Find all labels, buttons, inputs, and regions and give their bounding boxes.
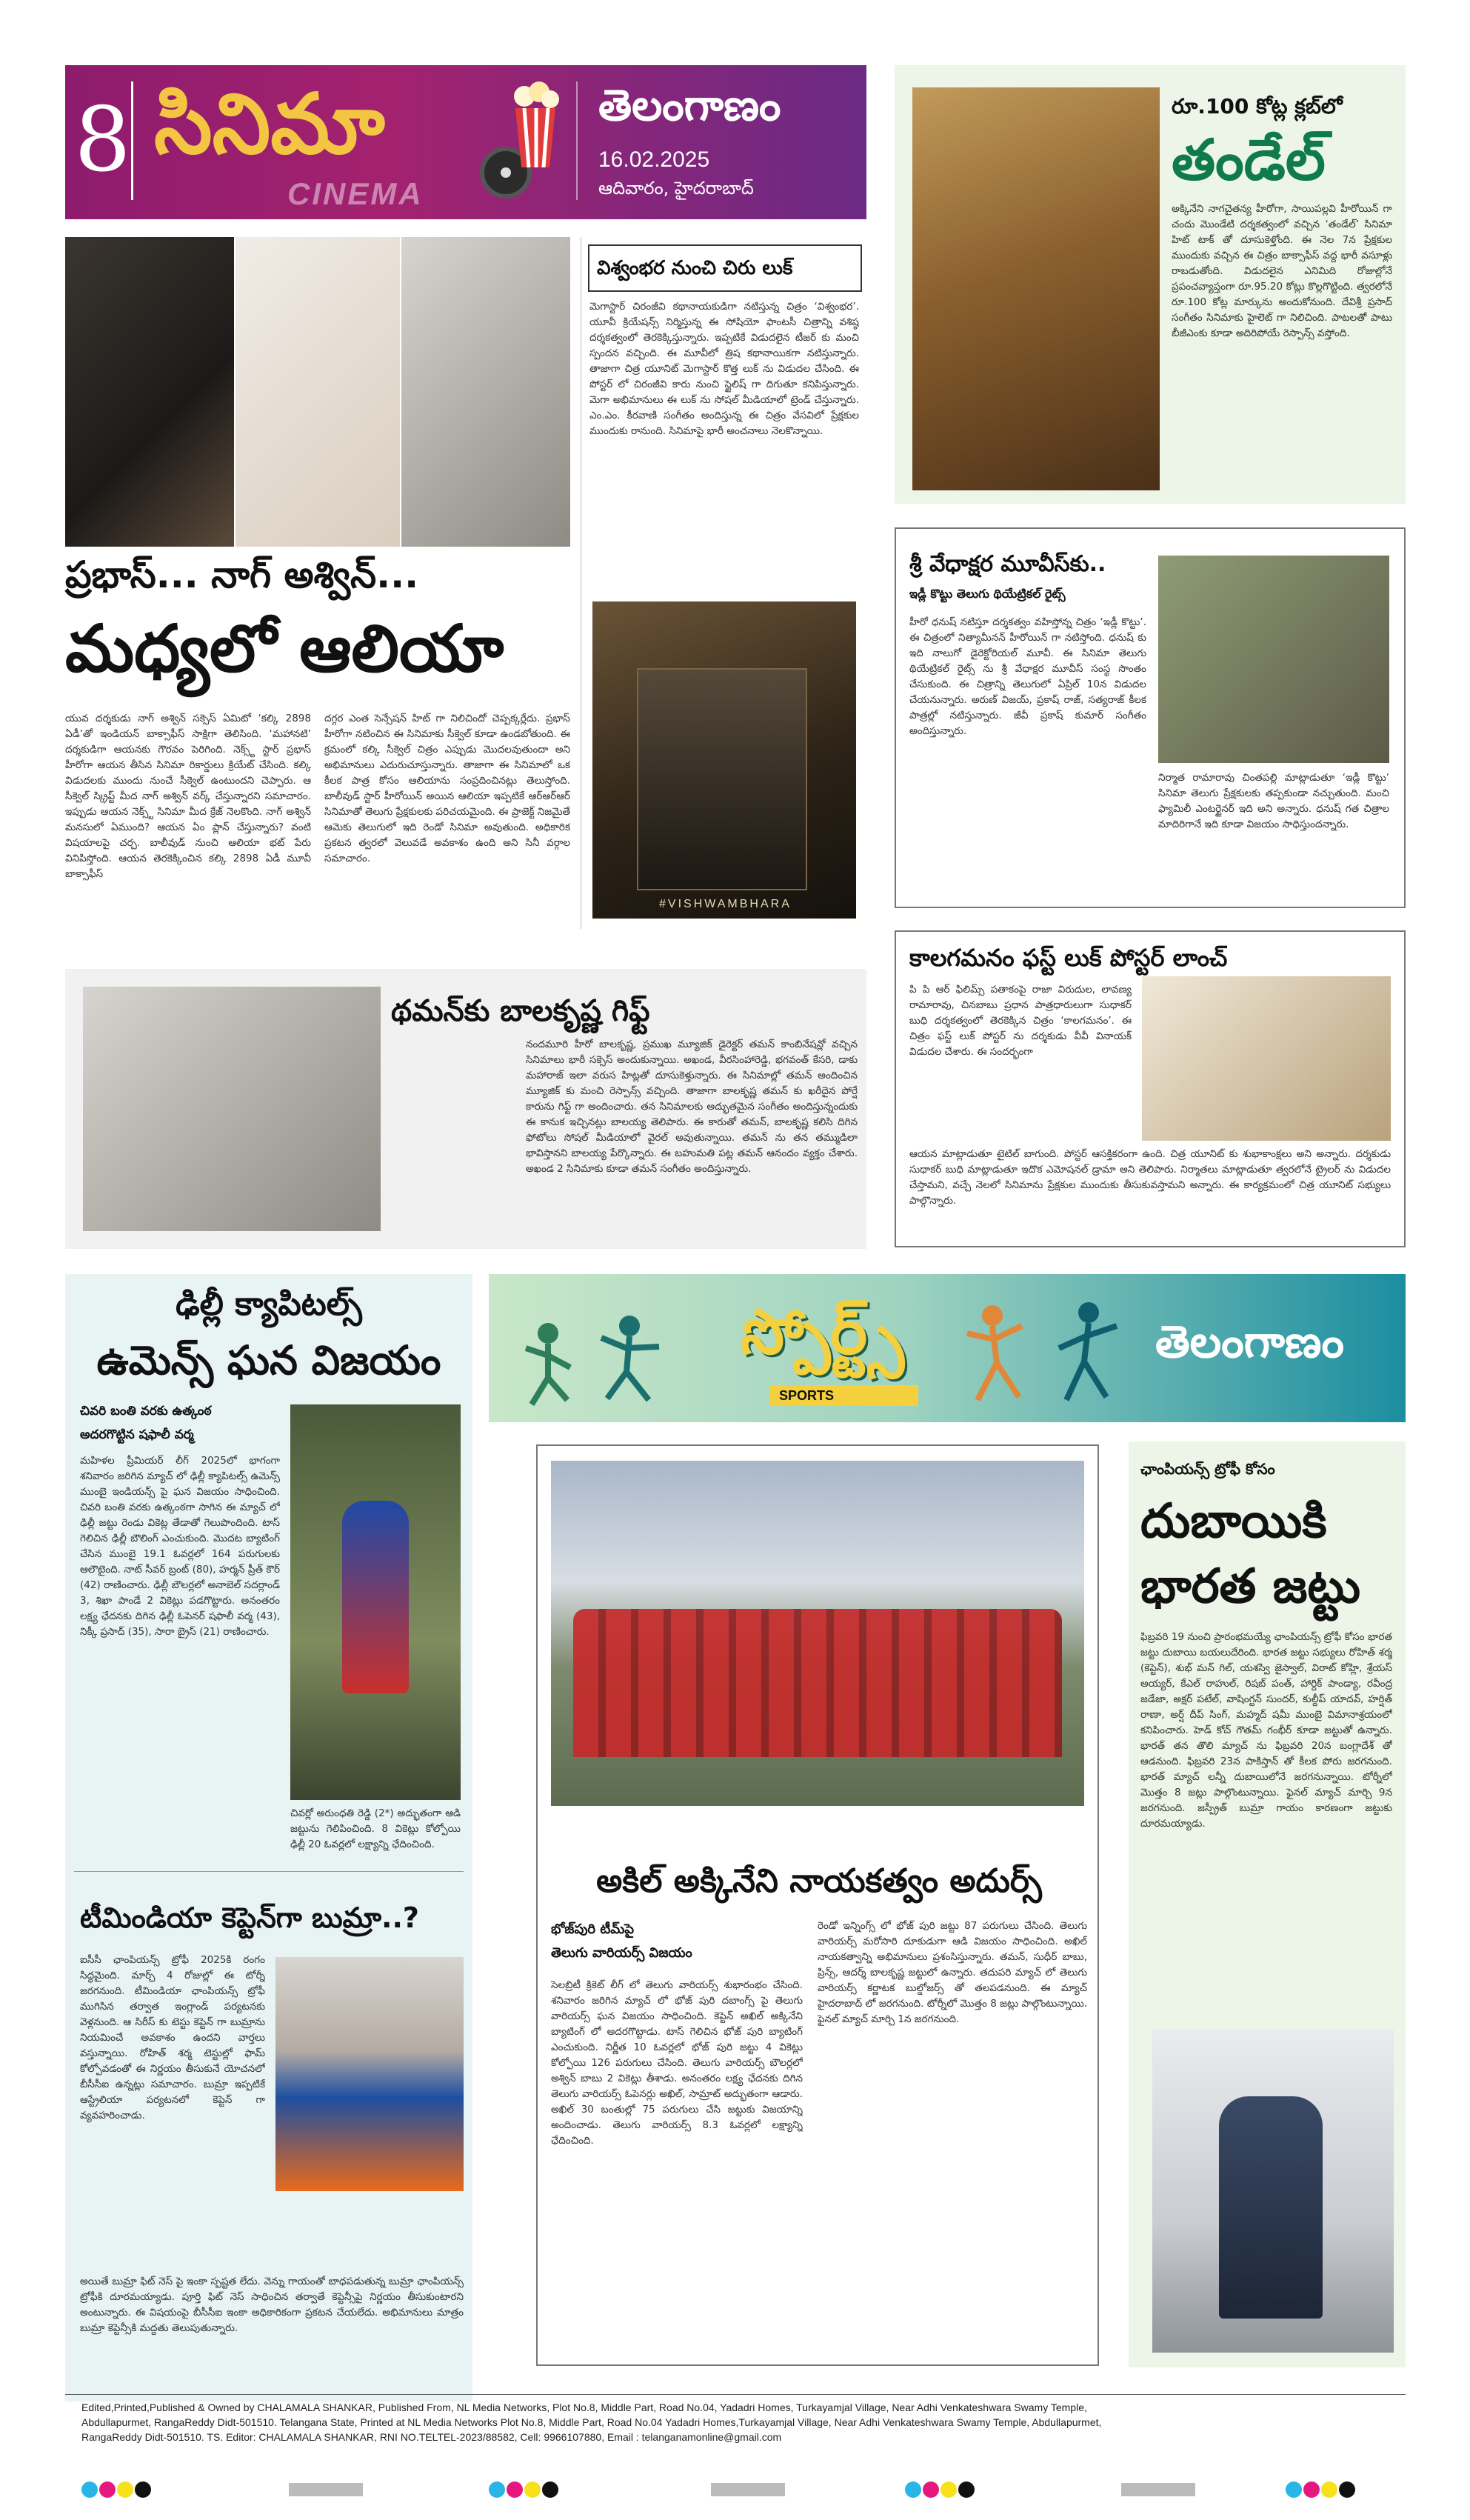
- dubai-headline-2: భారత జట్టు: [1140, 1559, 1360, 1614]
- page-number: 8: [74, 81, 133, 200]
- thandel-photo: [912, 87, 1160, 490]
- sports-title: స్పోర్ట్స్: [741, 1296, 905, 1368]
- sports-icons: [518, 1304, 681, 1407]
- issue-day-city: ఆదివారం, హైదరాబాద్: [598, 178, 754, 199]
- nag-ashwin-photo: [401, 237, 570, 547]
- footer-line-1: Edited,Printed,Published & Owned by CHALAMALA SHANKAR, Published From, NL Media Networks, Plot No.8, Middle Part, Road No.04, Yadadri Homes, Turkayamjal Village, Near Adhi Venkateshwara Swamy Temple,: [81, 2401, 1087, 2413]
- dc-body-col1: మహిళల ప్రీమియర్ లీగ్ 2025లో భాగంగా శనివారం జరిగిన మ్యాచ్ లో ఢిల్లీ క్యాపిటల్స్ ఉమెన్స్ ముంబై ఇండియన్స్ పై ఘన విజయం సాధించింది. చివరి బంతి వరకు ఉత్కంఠగా సాగిన ఈ మ్యాచ్ లో ఢిల్లీ జట్టు రెండు వికెట్ల తేడాతో గెలుపొందింది. టాస్ గెలిచిన ఢిల్లీ బౌలింగ్ ఎంచుకుంది. మొదట బ్యాటింగ్ చేసిన ముంబై 19.1 ఓవర్లలో 164 పరుగులకు ఆలౌటైంది. నాట్ సీవర్ బ్రంట్ (80), హర్మన్ ప్రీత్ కౌర్ (42) రాణించారు. ఢిల్లీ బౌలర్లలో అనాబెల్ సదర్లాండ్ 3, శిఖా పాండే 2 వికెట్లు పడగొట్టారు. అనంతరం లక్ష్య ఛేదనకు దిగిన ఢిల్లీ ఓపెనర్ షఫాలీ వర్మ (43), నిక్కీ ప్రసాద్ (35), సారా బ్రైస్ (21) రాణించారు.: [80, 1455, 280, 1638]
- vedakshara-headline-1: శ్రీ వేధాక్షర మూవీస్‌కు..: [909, 551, 1106, 577]
- popcorn-icon: [510, 80, 561, 169]
- chiru-headline: విశ్వంభర నుంచి చిరు లుక్: [588, 244, 862, 292]
- sports-sub: SPORTS: [770, 1385, 918, 1406]
- dc-body-col2: చివర్లో అరుంధతి రెడ్డి (2*) అద్భుతంగా ఆడి జట్టును గెలిపించింది. 8 వికెట్లు కోల్పోయి ఢిల్లీ 20 ఓవర్లలో లక్ష్యాన్ని ఛేదించింది.: [290, 1807, 461, 1850]
- dubai-kicker: ఛాంపియన్స్ ట్రోఫీ కోసం: [1140, 1460, 1275, 1478]
- bumrah-headline: టీమిండియా కెప్టెన్‌గా బుమ్రా..?: [80, 1901, 419, 1934]
- athletes-icon: [948, 1296, 1140, 1407]
- ccl-team-photo: [551, 1461, 1084, 1806]
- dc-sub-1: చివరి బంతి వరకు ఉత్కంఠ: [80, 1404, 212, 1419]
- thandel-headline-1: రూ.100 కోట్ల క్లబ్‌లో: [1172, 94, 1343, 119]
- dc-headline-2: ఉమెన్స్ ఘన విజయం: [96, 1337, 441, 1384]
- dubai-headline-1: దుబాయికి: [1140, 1494, 1327, 1549]
- prabhas-headline-2: మధ్యలో ఆలియా: [65, 610, 504, 687]
- prabhas-headline-1: ప్రభాస్... నాగ్ అశ్విన్...: [65, 553, 419, 596]
- chiru-poster: [592, 601, 856, 919]
- akhil-body-col2: రెండో ఇన్నింగ్స్ లో భోజ్ పురి జట్టు 87 పరుగులు చేసింది. తెలుగు వారియర్స్ మరోసారి దూకుడుగా ఆడి విజయం సాధించింది. అఖిల్ నాయకత్వాన్ని అభిమానులు ప్రశంసిస్తున్నారు. తమన్, సుధీర్ బాబు, ప్రిన్స్, ఆదర్శ్ బాలకృష్ణ జట్టులో ఉన్నారు. తదుపరి మ్యాచ్ లో తెలుగు వారియర్స్ కర్ణాటక బుల్డోజర్స్ తో తలపడనుంది. ఈ మ్యాచ్ హైదరాబాద్ లో జరగనుంది. టోర్నీలో మొత్తం 8 జట్లు పాల్గొంటున్నాయి. ఫైనల్ మ్యాచ్ మార్చి 1న జరగనుంది.: [818, 1920, 1087, 2025]
- dc-divider: [74, 1871, 464, 1872]
- thaman-body: నందమూరి హీరో బాలకృష్ణ, ప్రముఖ మ్యూజిక్ డైరెక్టర్ తమన్ కాంబినేషన్లో వచ్చిన సినిమాలు భారీ సక్సెస్ అందుకున్నాయి. అఖండ, వీరసింహారెడ్డి, భగవంత్ కేసరి, డాకు మహారాజ్ ఇలా వరుస హిట్లతో దూసుకెళ్తున్నారు. ఈ సినిమాల్లో తమన్ అందించిన మ్యూజిక్ కు మంచి రెస్పాన్స్ వచ్చింది. తాజాగా బాలకృష్ణ తమన్ కు ఖరీదైన పోర్షే కారును గిఫ్ట్ గా అందించారు. తన సినిమాలకు అద్భుతమైన సంగీతం అందిస్తున్నందుకు ఈ కానుక ఇచ్చినట్లు బాలయ్య తెలిపారు. ఈ కారుతో తమన్, బాలకృష్ణ కలిసి దిగిన ఫోటోలు సోషల్ మీడియాలో వైరల్ అవుతున్నాయి. తమన్ ను తన తమ్ముడిలా భావిస్తానని బాలయ్య పేర్కొన్నారు. ఈ బహుమతి పట్ల తమన్ ఆనందం వ్యక్తం చేశారు. అఖండ 2 సినిమాకు కూడా తమన్ సంగీతం అందిస్తున్నారు.: [526, 1039, 858, 1175]
- cinema-section-sub: CINEMA: [287, 176, 424, 211]
- cinema-header: [65, 65, 866, 219]
- poster-hashtag: #VISHWAMBHARA: [659, 898, 792, 910]
- dc-sub-2: అదరగొట్టిన షఫాలీ వర్మ: [80, 1427, 194, 1442]
- dc-headline-1: ఢిల్లీ క్యాపిటల్స్: [176, 1285, 362, 1323]
- bumrah-photo: [275, 1957, 464, 2191]
- prabhas-body-col1: యువ దర్శకుడు నాగ్ అశ్విన్ సక్సెస్ ఏమిటో ‘కల్కి 2898 ఏడీ’తో ఇండియన్ బాక్సాఫీస్ సాక్షిగా తెలిసింది. ‘మహానటి’ దర్శకుడిగా ఆయనకు గౌరవం పెరిగింది. నెక్స్ట్ స్టార్ ప్రభాస్ హీరోగా ఆయన తీసిన సినిమా రికార్డులు క్రియేట్ చేసింది. కల్కి విడుదలకు ముందు నుంచే సీక్వెల్ ఉంటుందని చెప్పారు. ఆ సీక్వెల్ స్క్రిప్ట్ మీద నాగ్ అశ్విన్ వర్క్ చేస్తున్నారని సమాచారం. ఇప్పుడు ఆయన నెక్స్ట్ సినిమా మీద క్రేజ్ నెలకొంది. నాగ్ అశ్విన్ మనసులో ఏముంది? ఆయన ఏం ప్లాన్ చేస్తున్నారు? వంటి విషయాలపై చర్చ. బాలీవుడ్ నుంచి ఆలియా భట్ పేరు వినిపిస్తోంది. ఆయన తెరకెక్కించిన కల్కి 2898 ఏడీ మూవీ బాక్సాఫీస్: [65, 713, 311, 880]
- shafali-photo: [290, 1404, 461, 1800]
- dubai-body: ఫిబ్రవరి 19 నుంచి ప్రారంభమయ్యే ఛాంపియన్స్ ట్రోఫీ కోసం భారత జట్టు దుబాయి బయలుదేరింది. భారత జట్టు సభ్యులు రోహిత్ శర్మ (కెప్టెన్), శుభ్ మన్ గిల్, యశస్వి జైస్వాల్, విరాట్ కోహ్లి, శ్రేయస్ అయ్యర్, కేఎల్ రాహుల్, రిషబ్ పంత్, హార్దిక్ పాండ్యా, రవీంద్ర జడేజా, అక్షర్ పటేల్, వాషింగ్టన్ సుందర్, కుల్దీప్ యాదవ్, హర్షిత్ రాణా, అర్ష్ దీప్ సింగ్, మహ్మద్ షమీ ముంబై విమానాశ్రయంలో కనిపించారు. హెడ్ కోచ్ గౌతమ్ గంభీర్ కూడా జట్టుతో ఉన్నారు. భారత్ తన తొలి మ్యాచ్ ను ఫిబ్రవరి 20న బంగ్లాదేశ్ తో ఆడనుంది. ఫిబ్రవరి 23న పాకిస్తాన్ తో కీలక పోరు జరగనుంది. భారత్ మ్యాచ్ లన్నీ దుబాయిలోనే జరగనున్నాయి. టోర్నీలో మొత్తం 8 జట్లు పాల్గొంటున్నాయి. ఫైనల్ మ్యాచ్ మార్చి 9న జరగనుంది. జస్ప్రీత్ బుమ్రా గాయం కారణంగా జట్టుకు దూరమయ్యాడు.: [1140, 1631, 1392, 1830]
- paper-name: తెలంగాణం: [598, 80, 781, 130]
- chiru-body: మెగాస్టార్ చిరంజీవి కథానాయకుడిగా నటిస్తున్న చిత్రం ‘విశ్వంభర’. యూవీ క్రియేషన్స్ నిర్మిస్తున్న ఈ సోషియో ఫాంటసీ చిత్రాన్ని వశిష్ఠ దర్శకత్వంలో తెరకెక్కిస్తున్నారు. ఇప్పటికే విడుదలైన టీజర్ కు మంచి స్పందన వచ్చింది. ఈ మూవీలో త్రిష కథానాయికగా నటిస్తున్నారు. తాజాగా చిత్ర యూనిట్ మెగాస్టార్ కొత్త లుక్ ను విడుదల చేసింది. ఈ పోస్టర్ లో చిరంజీవి కారు నుంచి స్టైలిష్ గా దిగుతూ కనిపిస్తున్నారు. మెగా అభిమానులు ఈ లుక్ ను సోషల్ మీడియాలో ట్రెండ్ చేస్తున్నారు. ఎం.ఎం. కీరవాణి సంగీతం అందిస్తున్న ఈ చిత్రం వేసవిలో ప్రేక్షకుల ముందుకు రానుంది. సినిమాపై భారీ అంచనాలు నెలకొన్నాయి.: [589, 301, 859, 437]
- akhil-headline: అకిల్ అక్కినేని నాయకత్వం అదుర్స్: [596, 1862, 1042, 1900]
- prabhas-photo: [65, 237, 234, 547]
- thandel-headline-2: తండేల్: [1172, 127, 1326, 193]
- color-registration-marks: [0, 2474, 1470, 2504]
- thaman-headline: థమన్‌కు బాలకృష్ణ గిఫ్ట్: [391, 994, 650, 1028]
- akhil-body-col1: సెలబ్రిటీ క్రికెట్ లీగ్ లో తెలుగు వారియర్స్ శుభారంభం చేసింది. శనివారం జరిగిన మ్యాచ్ లో భోజ్ పురి దబాంగ్స్ పై తెలుగు వారియర్స్ ఘన విజయం సాధించింది. కెప్టెన్ అఖిల్ అక్కినేని బ్యాటింగ్ లో అదరగొట్టాడు. టాస్ గెలిచిన భోజ్ పురి బ్యాటింగ్ ఎంచుకుంది. నిర్ణీత 10 ఓవర్లలో భోజ్ పురి జట్టు 4 వికెట్లు కోల్పోయి 126 పరుగులు చేసింది. తెలుగు వారియర్స్ బౌలర్లలో అశ్విన్ బాబు 2 వికెట్లు తీశాడు. అనంతరం లక్ష్య ఛేదనకు దిగిన తెలుగు వారియర్స్ ఓపెనర్లు అఖిల్, సామ్రాట్ అద్భుతంగా ఆడారు. అఖిల్ 30 బంతుల్లో 75 పరుగులు చేసి జట్టుకు విజయాన్ని అందించాడు. తెలుగు వారియర్స్ 8.3 ఓవర్లలో లక్ష్యాన్ని ఛేదించింది.: [551, 1979, 803, 2147]
- team-india-airport-photo: [1152, 2030, 1394, 2353]
- cinema-section-title: సినిమా: [154, 76, 385, 173]
- bumrah-body-col1: ఐసీసీ ఛాంపియన్స్ ట్రోఫీ 2025కి రంగం సిద్ధమైంది. మార్చ్ 4 రోజుల్లో ఈ టోర్నీ జరగనుంది. టీమిండియా ఛాంపియన్స్ ట్రోఫీ ముగిసిన తర్వాత ఇంగ్లాండ్ పర్యటనకు వెళ్లనుంది. ఆ సిరీస్ కు టెస్టు కెప్టెన్ గా బుమ్రాను నియమించే అవకాశం ఉందని వార్తలు వస్తున్నాయి. రోహిత్ శర్మ టెస్టుల్లో ఫామ్ కోల్పోవడంతో ఈ నిర్ణయం తీసుకునే యోచనలో బీసీసీఐ ఉన్నట్లు సమాచారం. బుమ్రా ఇప్పటికే ఆస్ట్రేలియా పర్యటనలో కెప్టెన్ గా వ్యవహరించాడు.: [80, 1954, 265, 2121]
- header-divider: [576, 81, 578, 200]
- footer-rule: [65, 2394, 1406, 2395]
- thaman-photo: [83, 987, 381, 1231]
- issue-date: 16.02.2025: [598, 147, 710, 172]
- alia-photo: [235, 237, 400, 547]
- bumrah-body-col2: అయితే బుమ్రా ఫిట్ నెస్ పై ఇంకా స్పష్టత లేదు. వెన్ను గాయంతో బాధపడుతున్న బుమ్రా ఛాంపియన్స్ ట్రోఫీకి దూరమయ్యాడు. పూర్తి ఫిట్ నెస్ సాధించిన తర్వాతే కెప్టెన్సీపై నిర్ణయం తీసుకుంటారని అంటున్నారు. ఈ విషయంపై బీసీసీఐ ఇంకా అధికారికంగా ప్రకటన చేయలేదు. అభిమానులు మాత్రం బుమ్రా కెప్టెన్సీకి మద్దతు తెలుపుతున్నారు.: [80, 2276, 464, 2334]
- kalagamanam-body-col1: పి పి ఆర్ ఫిలిమ్స్ పతాకంపై రాజా విరుదుల, లావణ్య రామారావు, చినబాబు ప్రధాన పాత్రధారులుగా సుధాకర్ బుధి దర్శకత్వంలో తెరకెక్కిన చిత్రం ‘కాలగమనం’. ఈ చిత్రం ఫస్ట్ లుక్ పోస్టర్ ను దర్శకుడు వీవీ వినాయక్ విడుదల చేశారు. ఈ సందర్భంగా: [909, 984, 1132, 1058]
- vedakshara-body-col1: హీరో ధనుష్ నటిస్తూ దర్శకత్వం వహిస్తోన్న చిత్రం ‘ఇడ్లీ కొట్టు’. ఈ చిత్రంలో నిత్యామీనన్ హీరోయిన్ గా నటిస్తోంది. ధనుష్ కు ఇది నాలుగో డైరెక్టోరియల్ మూవీ. ఈ సినిమా తెలుగు థియేట్రికల్ రైట్స్ ను శ్రీ వేధాక్షర మూవీస్ సంస్థ సొంతం చేసుకుంది. ఈ చిత్రాన్ని తెలుగులో ఏప్రిల్ 10న విడుదల చేయనున్నారు. అరుణ్ విజయ్, ప్రకాష్ రాజ్, సత్యరాజ్ కీలక పాత్రల్లో నటిస్తున్నారు. జీవీ ప్రకాష్ కుమార్ సంగీతం అందిస్తున్నారు.: [909, 616, 1146, 737]
- akhil-sub-2: తెలుగు వారియర్స్ విజయం: [551, 1945, 692, 1961]
- kalagamanam-headline: కాలగమనం ఫస్ట్ లుక్ పోస్టర్ లాంచ్: [909, 944, 1228, 972]
- footer-line-2: Abdullapurmet, RangaReddy Didt-501510. Telangana State, Printed at NL Media Networks Plot No.8, Middle Part, Road No.04 Yadadri Homes,Turkayamjal Village, Near Adhi Venkateshwara Swamy Temple, Abdullapurmet,: [81, 2416, 1102, 2428]
- vedakshara-headline-2: ఇడ్లీ కొట్టు తెలుగు థియేట్రికల్ రైట్స్: [909, 587, 1066, 601]
- thandel-body: అక్కినేని నాగచైతన్య హీరోగా, సాయిపల్లవి హీరోయిన్ గా చందు మొండేటి దర్శకత్వంలో వచ్చిన ‘తండేల్’ సినిమా హిట్ టాక్ తో దూసుకెళ్తోంది. ఈ నెల 7న ప్రేక్షకుల ముందుకు వచ్చిన ఈ చిత్రం బాక్సాఫీస్ వద్ద భారీ వసూళ్లు రాబడుతోంది. విడుదలైన ఎనిమిది రోజుల్లోనే ప్రపంచవ్యాప్తంగా రూ.95.20 కోట్లు కొల్లగొట్టింది. త్వరలోనే రూ.100 కోట్ల మార్కును అందుకోనుంది. దేవిశ్రీ ప్రసాద్ సంగీతం సినిమాకు హైలెట్ గా నిలిచింది. పాటలతో పాటు బీజీఎంకు కూడా అదిరిపోయే రెస్పాన్స్ వస్తోంది.: [1172, 203, 1392, 339]
- sports-header: [489, 1274, 1406, 1422]
- idli-kottu-photo: [1158, 556, 1389, 763]
- akhil-sub-1: భోజ్‌పురి టీమ్‌పై: [551, 1921, 635, 1937]
- sports-paper-name: తెలంగాణం: [1155, 1316, 1344, 1368]
- footer-line-3: RangaReddy Didt-501510. TS. Editor: CHALAMALA SHANKAR, RNI NO.TELTEL-2023/88582, Cell: 9966107880, Email : telanganamonline@gmail.com: [81, 2431, 782, 2443]
- kalagamanam-body-col2: ఆయన మాట్లాడుతూ టైటిల్ బాగుంది. పోస్టర్ ఆసక్తికరంగా ఉంది. చిత్ర యూనిట్ కు శుభాకాంక్షలు అని అన్నారు. దర్శకుడు సుధాకర్ బుధి మాట్లాడుతూ ఇదొక ఎమోషనల్ డ్రామా అని తెలిపారు. నిర్మాతలు మాట్లాడుతూ త్వరలోనే ట్రైలర్ ను విడుదల చేస్తామని, వచ్చే నెలలో సినిమాను ప్రేక్షకుల ముందుకు తీసుకువస్తామని అన్నారు. ఈ కార్యక్రమంలో చిత్ర యూనిట్ సభ్యులు పాల్గొన్నారు.: [909, 1148, 1391, 1207]
- kalagamanam-photo: [1142, 976, 1391, 1141]
- vedakshara-body-col2: నిర్మాత రామారావు చింతపల్లి మాట్లాడుతూ ‘ఇడ్లీ కొట్టు’ సినిమా తెలుగు ప్రేక్షకులకు తప్పకుండా నచ్చుతుంది. మంచి ఫ్యామిలీ ఎంటర్టైనర్ ఇది అని అన్నారు. ధనుష్ గత చిత్రాల మాదిరిగానే ఇది కూడా విజయం సాధిస్తుందన్నారు.: [1158, 772, 1389, 830]
- prabhas-body-col2: దగ్గర ఎంత సెన్సేషన్ హిట్ గా నిలిచిందో చెప్పక్కర్లేదు. ప్రభాస్ హీరోగా నటించిన ఈ సినిమాకు సీక్వెల్ కూడా ఉండబోతుంది. ఈ క్రమంలో కల్కి సీక్వెల్ చిత్రం ఎప్పుడు మొదలవుతుందా అని అభిమానులు ఎదురుచూస్తున్నారు. తాజాగా ఈ సినిమాలో ఒక కీలక పాత్ర కోసం ఆలియాను సంప్రదించినట్లు తెలుస్తోంది. బాలీవుడ్ స్టార్ హీరోయిన్ అయిన ఆలియా ఇప్పటికే ఆర్ఆర్ఆర్ సినిమాతో తెలుగు ప్రేక్షకులకు పరిచయమైంది. ఈ ప్రాజెక్ట్ నిజమైతే ఆమెకు తెలుగులో ఇది రెండో సినిమా అవుతుంది. అధికారిక ప్రకటన త్వరలో వెలువడే అవకాశం ఉంది అని సినీ వర్గాల సమాచారం.: [324, 713, 570, 864]
